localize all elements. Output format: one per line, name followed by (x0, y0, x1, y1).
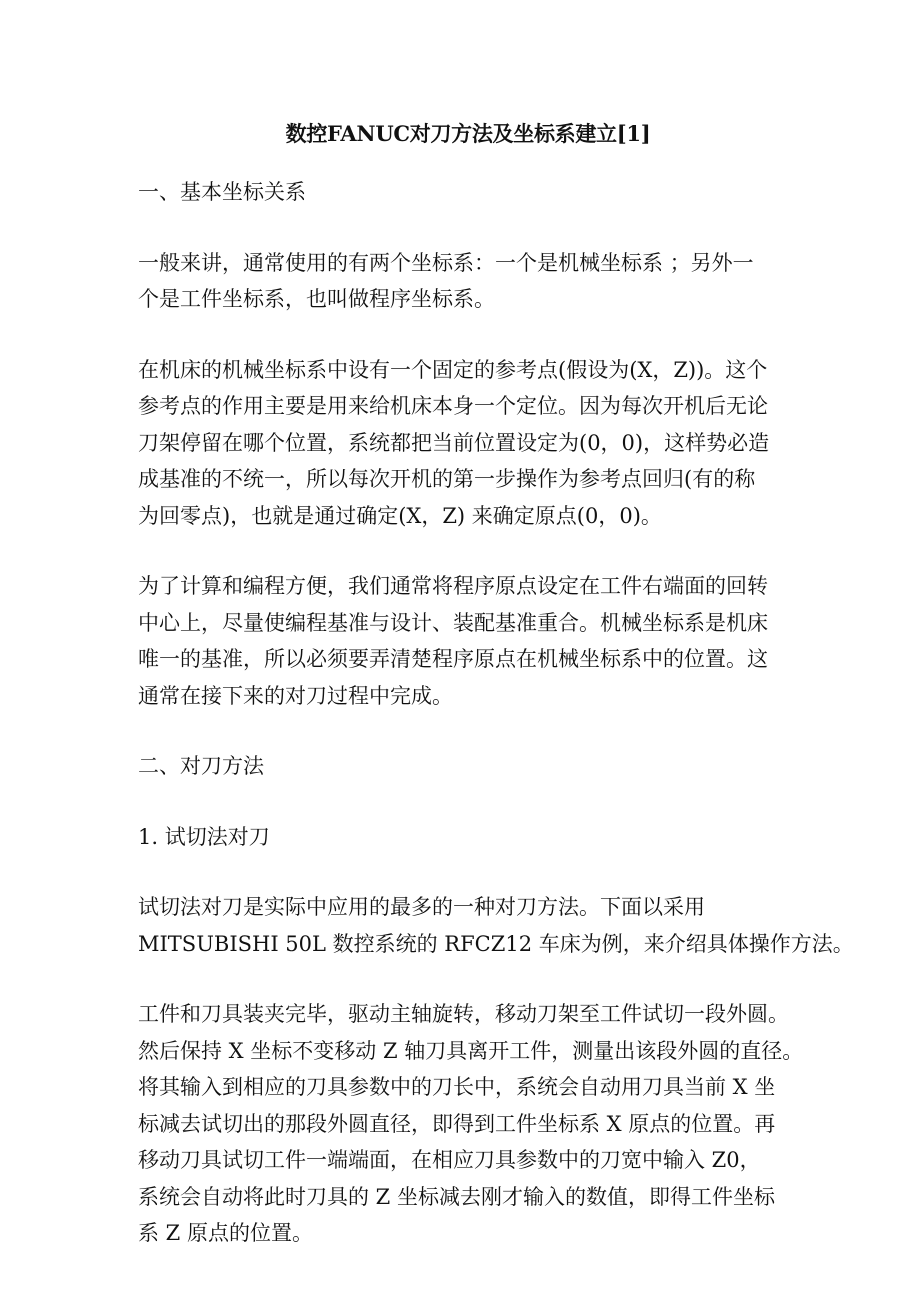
text-line: 系 Z 原点的位置。 (138, 1221, 313, 1245)
document-title: 数控FANUC对刀方法及坐标系建立[1] (285, 121, 651, 146)
text-line: 工件和刀具装夹完毕，驱动主轴旋转，移动刀架至工件试切一段外圆。 (138, 1002, 789, 1026)
text-line: 参考点的作用主要是用来给机床本身一个定位。因为每次开机后无论 (138, 394, 768, 418)
text-line: 一般来讲，通常使用的有两个坐标系：一个是机械坐标系 ；另外一 (138, 250, 754, 275)
text-line: 将其输入到相应的刀具参数中的刀长中，系统会自动用刀具当前 X 坐 (138, 1075, 776, 1099)
paragraph-trial-cut-intro (138, 889, 854, 962)
section-heading-tool-setting-methods: 二、对刀方法 (138, 754, 264, 778)
text-line: 刀架停留在哪个位置，系统都把当前位置设定为(0，0)，这样势必造 (138, 430, 770, 455)
paragraph-trial-cut-steps (138, 996, 804, 1252)
document-body (138, 116, 854, 1286)
text-line: 个是工件坐标系，也叫做程序坐标系。 (138, 287, 495, 311)
text-line: 试切法对刀是实际中应用的最多的一种对刀方法。下面以采用 (138, 895, 705, 919)
text-line: 为回零点)，也就是通过确定(X，Z) 来确定原点(0，0)。 (138, 503, 662, 528)
text-line: 然后保持 X 坐标不变移动 Z 轴刀具离开工件，测量出该段外圆的直径。 (138, 1038, 804, 1063)
text-line: MITSUBISHI 50L 数控系统的 RFCZ12 车床为例，来介绍具体操作方法。 (138, 931, 854, 956)
paragraph-reference-point (138, 352, 798, 535)
text-line: 移动刀具试切工件一端端面，在相应刀具参数中的刀宽中输入 Z0， (138, 1148, 761, 1172)
text-line: 唯一的基准，所以必须要弄清楚程序原点在机械坐标系中的位置。这 (138, 647, 768, 671)
text-line: 系统会自动将此时刀具的 Z 坐标减去刚才输入的数值，即得工件坐标 (138, 1184, 775, 1209)
text-line: 中心上，尽量使编程基准与设计、装配基准重合。机械坐标系是机床 (138, 610, 768, 635)
text-line: 成基准的不统一，所以每次开机的第一步操作为参考点回归(有的称 (138, 467, 756, 491)
section-heading-basic-coordinates: 一、基本坐标关系 (138, 180, 306, 204)
paragraph-two-coordinate-systems (138, 245, 798, 318)
text-line: 在机床的机械坐标系中设有一个固定的参考点(假设为(X，Z))。这个 (138, 357, 768, 382)
text-line: 通常在接下来的对刀过程中完成。 (138, 683, 453, 708)
text-line: 标减去试切出的那段外圆直径，即得到工件坐标系 X 原点的位置。再 (138, 1111, 776, 1136)
text-line: 为了计算和编程方便，我们通常将程序原点设定在工件右端面的回转 (138, 574, 768, 598)
paragraph-program-origin (138, 568, 798, 714)
subsection-heading-trial-cut: 1. 试切法对刀 (138, 824, 270, 849)
